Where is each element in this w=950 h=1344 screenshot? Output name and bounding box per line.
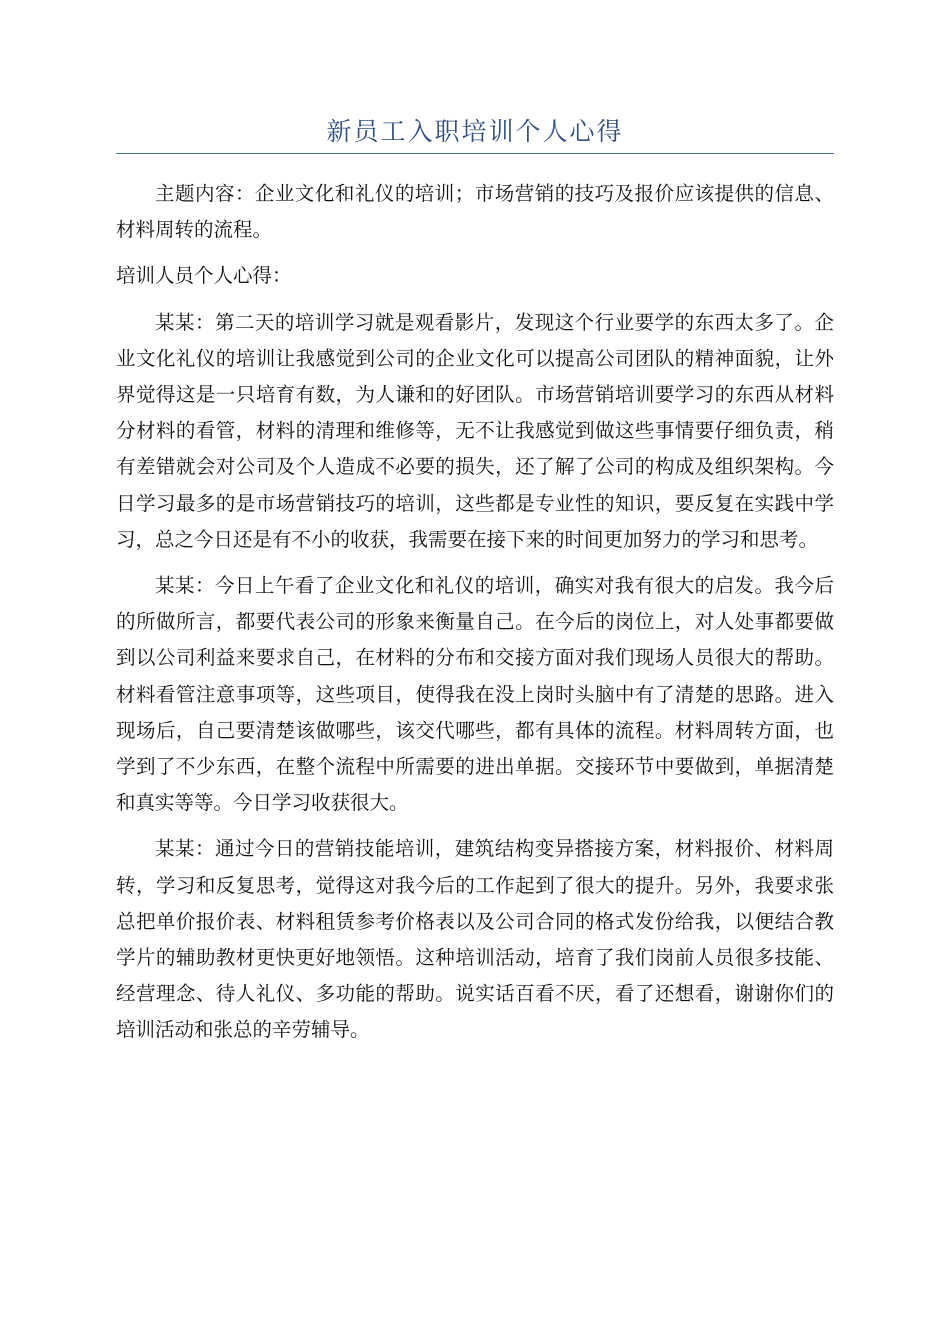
- title-underline: [116, 153, 834, 154]
- title-block: [116, 112, 834, 154]
- document-title: 新员工入职培训个人心得: [326, 117, 624, 146]
- paragraph-reflection-3: 某某：通过今日的营销技能培训，建筑结构变异搭接方案，材料报价、材料周转，学习和反复思考，觉得这对我今后的工作起到了很大的提升。另外，我要求张总把单价报价表、材料租赁参考价格表以及公司合同的格式发份给我，以便结合教学片的辅助教材更快更好地领悟。这种培训活动，培育了我们岗前人员很多技能、经营理念、待人礼仪、多功能的帮助。说实话百看不厌，看了还想看，谢谢你们的培训活动和张总的辛劳辅导。: [116, 837, 834, 1042]
- paragraph-section-heading: 培训人员个人心得：: [116, 264, 292, 288]
- document-body: [116, 176, 834, 1059]
- paragraph-topic: 主题内容：企业文化和礼仪的培训；市场营销的技巧及报价应该提供的信息、材料周转的流程。: [116, 182, 834, 242]
- paragraph-reflection-1: 某某：第二天的培训学习就是观看影片，发现这个行业要学的东西太多了。企业文化礼仪的培训让我感觉到公司的企业文化可以提高公司团队的精神面貌，让外界觉得这是一只培育有数，为人谦和的好团队。市场营销培训要学习的东西从材料分材料的看管，材料的清理和维修等，无不让我感觉到做这些事情要仔细负责，稍有差错就会对公司及个人造成不必要的损失，还了解了公司的构成及组织架构。今日学习最多的是市场营销技巧的培训，这些都是专业性的知识，要反复在实践中学习，总之今日还是有不小的收获，我需要在接下来的时间更加努力的学习和思考。: [116, 310, 834, 551]
- paragraph-reflection-2: 某某：今日上午看了企业文化和礼仪的培训，确实对我有很大的启发。我今后的所做所言，都要代表公司的形象来衡量自己。在今后的岗位上，对人处事都要做到以公司利益来要求自己，在材料的分布和交接方面对我们现场人员很大的帮助。材料看管注意事项等，这些项目，使得我在没上岗时头脑中有了清楚的思路。进入现场后，自己要清楚该做哪些，该交代哪些，都有具体的流程。材料周转方面，也学到了不少东西，在整个流程中所需要的进出单据。交接环节中要做到，单据清楚和真实等等。今日学习收获很大。: [116, 574, 834, 815]
